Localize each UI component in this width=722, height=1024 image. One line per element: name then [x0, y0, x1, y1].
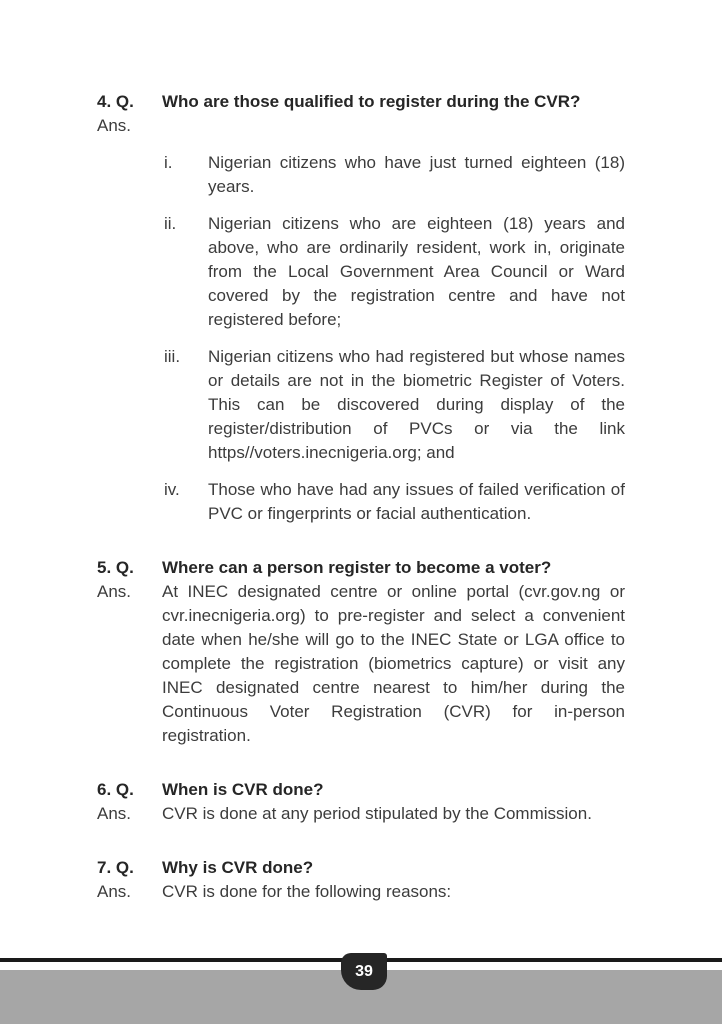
question-row [97, 778, 625, 802]
question-number: 6. Q. [97, 780, 134, 799]
question-row [97, 90, 625, 114]
question-row [97, 556, 625, 580]
list-item-text: Nigerian citizens who have just turned eighteen (18) years. [208, 153, 625, 196]
qa-block [97, 778, 625, 826]
answer-text: At INEC designated centre or online portal (cvr.gov.ng or cvr.inecnigeria.org) to pre-register and select a convenient date when he/she will go to the INEC State or LGA office to complete the registration (biometrics capture) or visit any INEC designated centre nearest to him/her during the Continuous Voter Registration (CVR) for in-person registration. [162, 582, 625, 745]
answer-text: CVR is done at any period stipulated by the Commission. [162, 804, 592, 823]
qa-block [97, 856, 625, 904]
answer-text: CVR is done for the following reasons: [162, 882, 452, 901]
list-item-text: Nigerian citizens who are eighteen (18) years and above, who are ordinarily resident, work in, originate from the Local Government Area Council or Ward covered by the registration centre and have not registered before; [208, 214, 625, 329]
answer-row [97, 580, 625, 748]
answer-label: Ans. [97, 116, 132, 135]
answer-items [162, 151, 625, 526]
page-number: 39 [355, 962, 373, 980]
qa-list [97, 90, 625, 934]
answer-label: Ans. [97, 882, 132, 901]
answer-label: Ans. [97, 582, 132, 601]
list-item [162, 478, 625, 526]
list-item-marker: ii. [164, 214, 177, 233]
list-item [162, 151, 625, 199]
list-item [162, 345, 625, 465]
question-text: Why is CVR done? [162, 858, 314, 877]
list-item-marker: iv. [164, 480, 180, 499]
answer-label: Ans. [97, 804, 132, 823]
list-item-text: Nigerian citizens who had registered but whose names or details are not in the biometric Register of Voters. This can be discovered during display of the register/distribution of PVCs or via the link https//voters.inecnigeria.org; and [208, 347, 625, 462]
list-item [162, 212, 625, 332]
list-item-marker: i. [164, 153, 173, 172]
question-number: 5. Q. [97, 558, 134, 577]
list-item-text: Those who have had any issues of failed verification of PVC or fingerprints or facial authentication. [208, 480, 625, 523]
answer-row [97, 880, 625, 904]
question-text: Who are those qualified to register during the CVR? [162, 92, 581, 111]
question-number: 4. Q. [97, 92, 134, 111]
page-number-badge [341, 953, 387, 990]
question-text: Where can a person register to become a voter? [162, 558, 552, 577]
qa-block [97, 90, 625, 526]
question-number: 7. Q. [97, 858, 134, 877]
answer-row [97, 114, 625, 138]
question-text: When is CVR done? [162, 780, 324, 799]
list-item-marker: iii. [164, 347, 181, 366]
question-row [97, 856, 625, 880]
qa-block [97, 556, 625, 748]
answer-row [97, 802, 625, 826]
